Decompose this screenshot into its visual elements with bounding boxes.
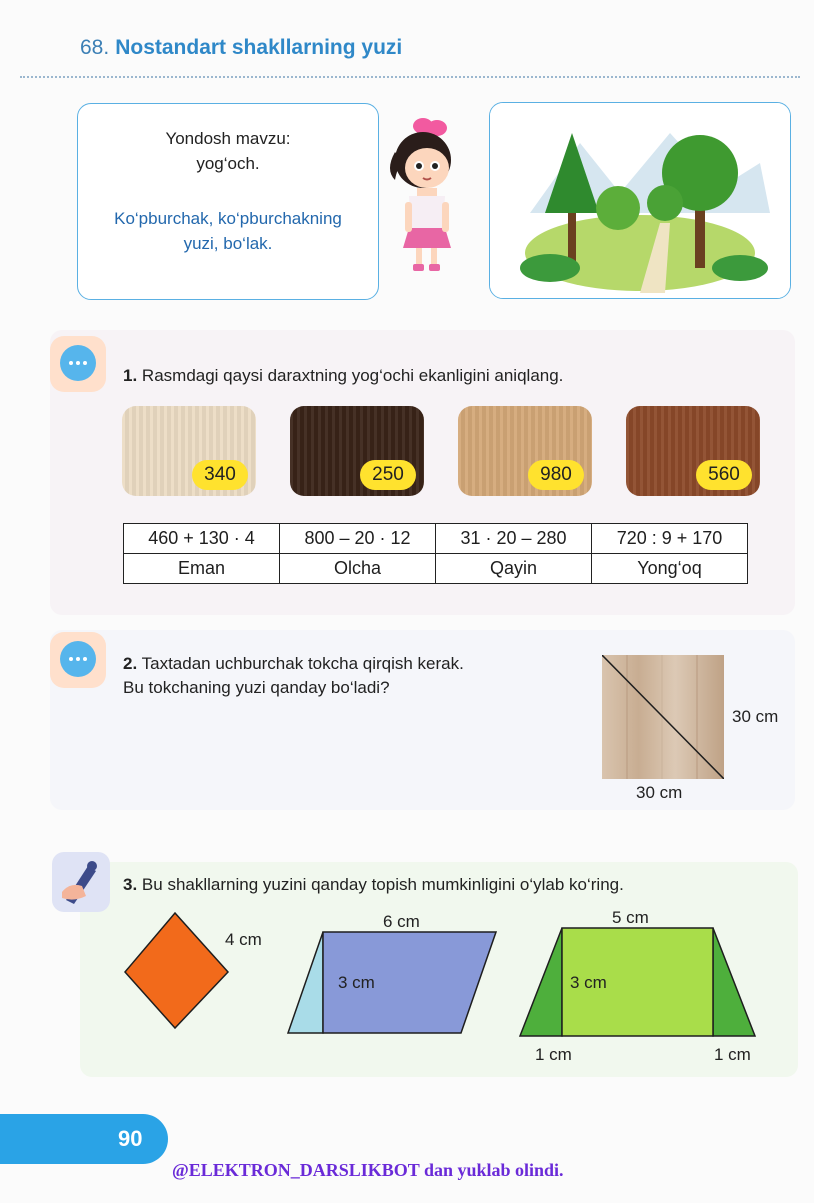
- exercise2-line2: Bu tokchaning yuzi qanday bo‘ladi?: [123, 678, 390, 697]
- tile-value-badge: 340: [192, 460, 248, 490]
- board-side-right-label: 30 cm: [732, 707, 779, 726]
- wood-tile: [626, 406, 760, 496]
- parallelogram-height-label: 3 cm: [338, 973, 375, 992]
- table-cell: 31 · 20 – 280: [436, 524, 592, 554]
- page-number: 90: [118, 1126, 143, 1151]
- table-cell: Olcha: [280, 554, 436, 584]
- wooden-board-figure: [602, 655, 724, 779]
- wood-tile: [458, 406, 592, 496]
- table-cell: Yong‘oq: [592, 554, 748, 584]
- exercise3-text: [123, 873, 624, 897]
- tile-value-badge: 560: [696, 460, 752, 490]
- related-topic: [78, 126, 378, 176]
- page-number-tab: [0, 1114, 168, 1164]
- exercise2-number: 2.: [123, 654, 138, 673]
- trapezoid-top-label: 5 cm: [612, 908, 649, 927]
- key-terms: [78, 206, 378, 256]
- key-terms-line1: Ko‘pburchak, ko‘pburchakning: [114, 209, 342, 228]
- tile-value-badge: 250: [360, 460, 416, 490]
- related-topic-line2: yog‘och.: [196, 154, 260, 173]
- tile-value-badge: 980: [528, 460, 584, 490]
- header-divider: [20, 76, 800, 78]
- wood-tile: [122, 406, 256, 496]
- exercise3-instruction: Bu shakllarning yuzini qanday topish mumkinligini o‘ylab ko‘ring.: [141, 875, 624, 894]
- download-credit: @ELEKTRON_DARSLIKBOT dan yuklab olindi.: [172, 1160, 564, 1180]
- trapezoid-height-label: 3 cm: [570, 973, 607, 992]
- exercise2-line1: Taxtadan uchburchak tokcha qirqish kerak.: [141, 654, 464, 673]
- table-cell: Eman: [124, 554, 280, 584]
- wood-tile: [290, 406, 424, 496]
- discussion-icon: [50, 336, 106, 392]
- parallelogram-top-label: 6 cm: [383, 912, 420, 931]
- girl-illustration: [383, 118, 473, 278]
- exercise1-instruction: Rasmdagi qaysi daraxtning yog‘ochi ekanligini aniqlang.: [141, 366, 564, 385]
- discussion-icon: [50, 632, 106, 688]
- parallelogram-left-triangle: [288, 932, 323, 1033]
- square-shape: [125, 913, 228, 1028]
- trapezoid-right-base-label: 1 cm: [714, 1045, 751, 1064]
- exercise2-text: [123, 652, 464, 700]
- table-cell: 460 + 130 · 4: [124, 524, 280, 554]
- trapezoid-left-base-label: 1 cm: [535, 1045, 572, 1064]
- related-topic-line1: Yondosh mavzu:: [165, 129, 291, 148]
- table-row: [124, 524, 748, 554]
- exercise1-number: 1.: [123, 366, 138, 385]
- lesson-title: [80, 36, 402, 60]
- lesson-title-text: Nostandart shakllarning yuzi: [115, 36, 403, 59]
- pencil-hand-icon: [52, 852, 110, 912]
- key-terms-line2: yuzi, bo‘lak.: [183, 234, 273, 253]
- board-side-bottom-label: 30 cm: [636, 783, 683, 802]
- table-cell: Qayin: [436, 554, 592, 584]
- exercise1-text: [123, 364, 563, 388]
- table-cell: 800 – 20 · 12: [280, 524, 436, 554]
- shapes-figure: [110, 900, 790, 1045]
- forest-picture-box: [489, 102, 791, 299]
- expression-table: [123, 523, 748, 584]
- square-side-label: 4 cm: [225, 930, 262, 949]
- trapezoid-right-triangle: [713, 928, 755, 1036]
- table-row: [124, 554, 748, 584]
- table-cell: 720 : 9 + 170: [592, 524, 748, 554]
- exercise3-number: 3.: [123, 875, 138, 894]
- topic-box: [77, 103, 379, 300]
- trapezoid-left-triangle: [520, 928, 562, 1036]
- forest-illustration: [490, 103, 790, 298]
- lesson-number: 68.: [80, 36, 110, 59]
